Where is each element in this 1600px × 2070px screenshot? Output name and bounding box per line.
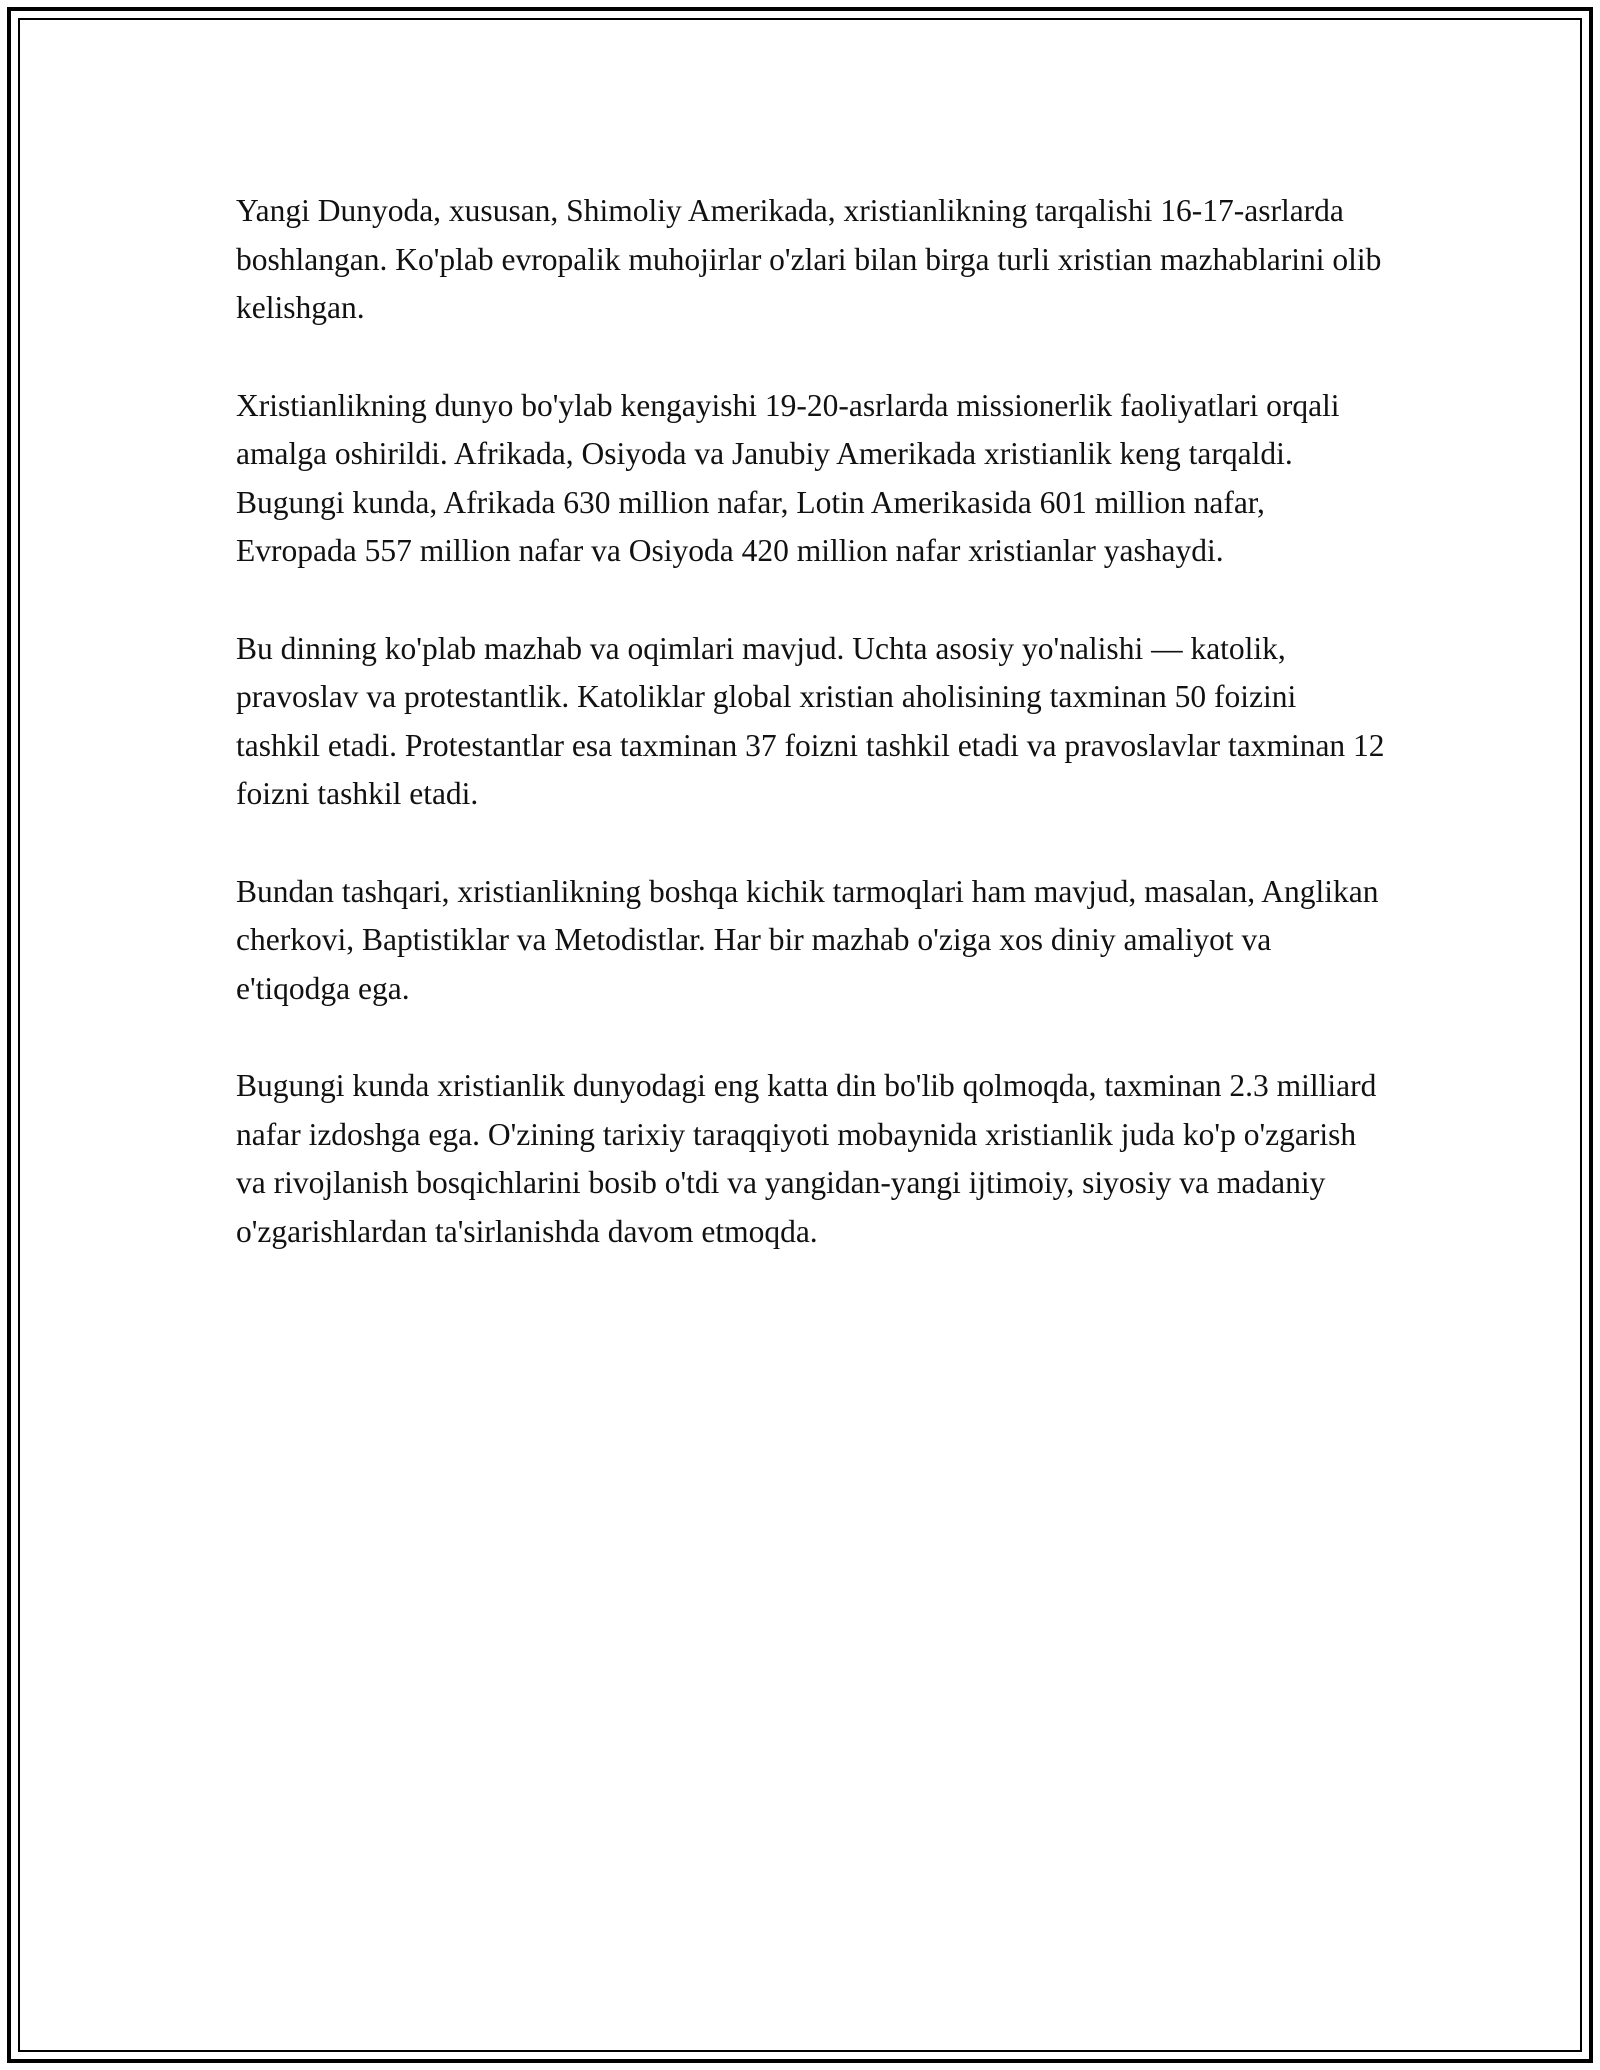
paragraph-current-status: Bugungi kunda xristianlik dunyodagi eng katta din bo'lib qolmoqda, taxminan 2.3 milliard nafar izdoshga ega. O'zining tarixiy taraqqiyoti mobaynida xristianlik juda ko'p o'zgarish va rivojlanish bosqichlarini bosib o'tdi va yangidan-yangi ijtimoiy, siyosiy va madaniy o'zgarishlardan ta'sirlanishda davom etmoqda. — [236, 1068, 1377, 1249]
paragraph-main-branches: Bu dinning ko'plab mazhab va oqimlari mavjud. Uchta asosiy yo'nalishi — katolik, pravoslav va protestantlik. Katoliklar global xristian aholisining taxminan 50 foizini tashkil etadi. Protestantlar esa taxminan 37 foizni tashkil etadi va pravoslavlar taxminan 12 foizni tashkil etadi. — [236, 630, 1385, 811]
paragraph-new-world-spread: Yangi Dunyoda, xususan, Shimoliy Amerikada, xristianlikning tarqalishi 16-17-asrlarda boshlangan. Ko'plab evropalik muhojirlar o'zlari bilan birga turli xristian mazhablarini olib kelishgan. — [236, 193, 1382, 325]
paragraph-global-expansion: Xristianlikning dunyo bo'ylab kengayishi 19-20-asrlarda missionerlik faoliyatlari orqali amalga oshirildi. Afrikada, Osiyoda va Janubiy Amerikada xristianlik keng tarqaldi. Bugungi kunda, Afrikada 630 million nafar, Lotin Amerikasida 601 million nafar, Evropada 557 million nafar va Osiyoda 420 million nafar xristianlar yashaydi. — [236, 387, 1340, 568]
paragraph-smaller-denominations: Bundan tashqari, xristianlikning boshqa kichik tarmoqlari ham mavjud, masalan, Anglikan cherkovi, Baptistiklar va Metodistlar. Har bir mazhab o'ziga xos diniy amaliyot va e'tiqodga ega. — [236, 873, 1379, 1006]
document-body — [236, 187, 1386, 1305]
